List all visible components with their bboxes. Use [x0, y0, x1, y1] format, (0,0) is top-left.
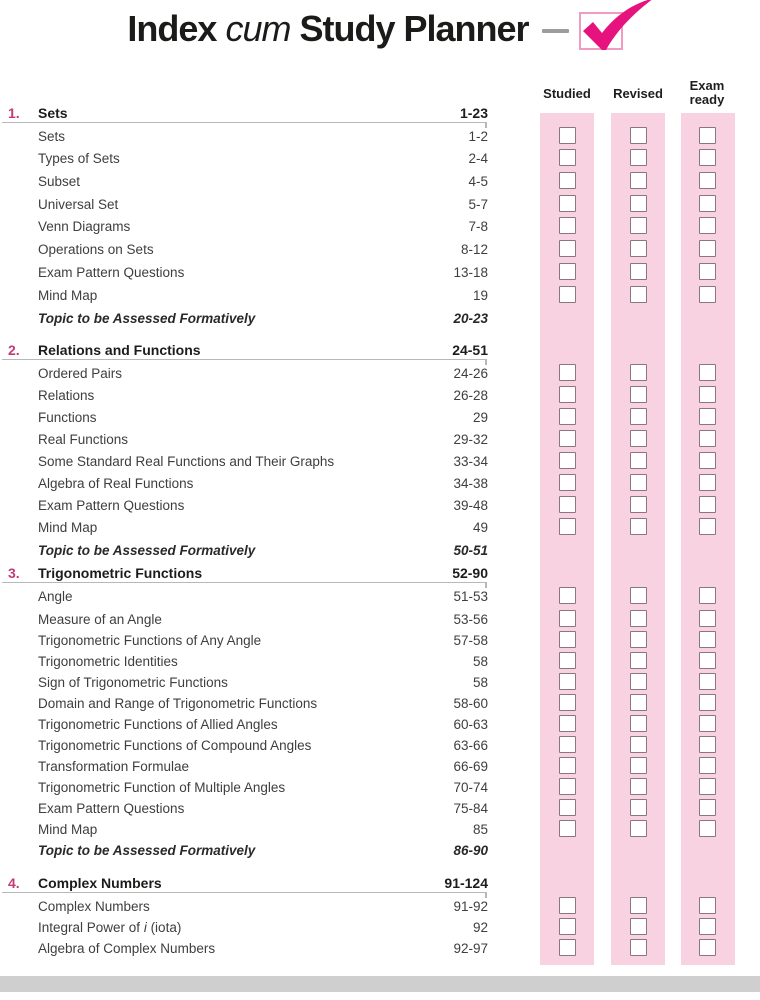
checkbox-studied[interactable] — [559, 631, 576, 648]
checkbox-studied[interactable] — [559, 127, 576, 144]
toc-row-pages: 29-32 — [453, 431, 488, 447]
toc-row-pages: 4-5 — [468, 173, 488, 189]
checkbox-exam-ready[interactable] — [699, 172, 716, 189]
toc-row — [38, 238, 488, 260]
toc-row-label: Topic to be Assessed Formatively — [38, 842, 256, 858]
checkbox-exam-ready[interactable] — [699, 757, 716, 774]
toc-row-pages: 5-7 — [468, 196, 488, 212]
toc-row — [38, 170, 488, 192]
toc-row-pages: 39-48 — [453, 497, 488, 513]
checkbox-exam-ready[interactable] — [699, 408, 716, 425]
checkbox-exam-ready[interactable] — [699, 715, 716, 732]
checkbox-revised[interactable] — [630, 408, 647, 425]
checkbox-revised[interactable] — [630, 240, 647, 257]
toc-row-label: Ordered Pairs — [38, 365, 123, 381]
toc-row-label: Algebra of Real Functions — [38, 475, 194, 491]
section-underline — [2, 122, 487, 123]
checkbox-exam-ready[interactable] — [699, 820, 716, 837]
checkbox-revised[interactable] — [630, 286, 647, 303]
checkbox-studied[interactable] — [559, 149, 576, 166]
checkbox-revised[interactable] — [630, 452, 647, 469]
toc-row-label: Operations on Sets — [38, 241, 154, 257]
checkbox-studied[interactable] — [559, 518, 576, 535]
toc-row — [38, 472, 488, 494]
title-word-cum: cum — [225, 8, 291, 49]
checkbox-studied[interactable] — [559, 286, 576, 303]
toc-row-label: Topic to be Assessed Formatively — [38, 310, 256, 326]
toc-row — [38, 671, 488, 693]
section-number: 1. — [8, 105, 20, 121]
toc-row-label: Universal Set — [38, 196, 119, 212]
checkbox-studied[interactable] — [559, 778, 576, 795]
toc-row-label: Real Functions — [38, 431, 129, 447]
toc-row-pages: 58 — [472, 653, 488, 669]
toc-row-pages: 8-12 — [460, 241, 488, 257]
checkbox-revised[interactable] — [630, 918, 647, 935]
toc-row-label: Exam Pattern Questions — [38, 497, 185, 513]
toc-row-label: Measure of an Angle — [38, 611, 162, 627]
checkbox-exam-ready[interactable] — [699, 217, 716, 234]
toc-row-pages: 20-23 — [453, 310, 488, 326]
toc-row-pages: 70-74 — [453, 779, 488, 795]
toc-row-label: Sets — [38, 128, 66, 144]
toc-row-label: Exam Pattern Questions — [38, 800, 185, 816]
checkbox-revised[interactable] — [630, 172, 647, 189]
checkbox-studied[interactable] — [559, 172, 576, 189]
column-header-exam-ready: Exam ready — [689, 78, 725, 107]
toc-row-pages: 34-38 — [453, 475, 488, 491]
toc-row — [38, 797, 488, 819]
toc-row — [38, 406, 488, 428]
toc-row-pages: 33-34 — [453, 453, 488, 469]
toc-row-pages: 91-92 — [453, 898, 488, 914]
toc-row — [38, 147, 488, 169]
checkbox-studied[interactable] — [559, 736, 576, 753]
toc-row — [38, 539, 488, 561]
toc-row — [38, 650, 488, 672]
toc-section-header — [38, 102, 488, 124]
toc-row-label: Integral Power of i (iota) — [38, 919, 182, 935]
checkbox-revised[interactable] — [630, 652, 647, 669]
page-title-text — [127, 8, 528, 50]
toc-row-label: Types of Sets — [38, 150, 120, 166]
checkbox-revised[interactable] — [630, 799, 647, 816]
toc-row-pages: 85 — [472, 821, 488, 837]
checkbox-exam-ready[interactable] — [699, 939, 716, 956]
checkbox-exam-ready[interactable] — [699, 195, 716, 212]
checkbox-studied[interactable] — [559, 897, 576, 914]
checkbox-studied[interactable] — [559, 610, 576, 627]
toc-row-pages: 29 — [472, 409, 488, 425]
checkbox-revised[interactable] — [630, 364, 647, 381]
toc-row-label: Functions — [38, 409, 97, 425]
checkbox-exam-ready[interactable] — [699, 897, 716, 914]
checkbox-exam-ready[interactable] — [699, 918, 716, 935]
checkbox-revised[interactable] — [630, 518, 647, 535]
checkbox-studied[interactable] — [559, 430, 576, 447]
checkbox-exam-ready[interactable] — [699, 430, 716, 447]
toc-row-pages: 66-69 — [453, 758, 488, 774]
toc-row-label: Angle — [38, 588, 73, 604]
toc-row-pages: 86-90 — [453, 842, 488, 858]
section-title: Relations and Functions — [38, 342, 201, 358]
toc-row-pages: 13-18 — [453, 264, 488, 280]
checkbox-studied[interactable] — [559, 694, 576, 711]
toc-row — [38, 428, 488, 450]
section-underline — [2, 892, 487, 893]
checkbox-revised[interactable] — [630, 386, 647, 403]
checkbox-exam-ready[interactable] — [699, 631, 716, 648]
toc-row — [38, 307, 488, 329]
section-pages: 1-23 — [459, 105, 488, 121]
toc-row — [38, 193, 488, 215]
section-title: Sets — [38, 105, 68, 121]
checkbox-studied[interactable] — [559, 757, 576, 774]
checkbox-studied[interactable] — [559, 474, 576, 491]
toc-row — [38, 755, 488, 777]
toc-row-pages: 51-53 — [453, 588, 488, 604]
toc-row-label: Relations — [38, 387, 95, 403]
toc-row — [38, 629, 488, 651]
title-word-study-planner: Study Planner — [299, 8, 529, 49]
toc-row-pages: 2-4 — [468, 150, 488, 166]
toc-row — [38, 776, 488, 798]
checkbox-exam-ready[interactable] — [699, 694, 716, 711]
checkbox-revised[interactable] — [630, 496, 647, 513]
toc-row-label: Topic to be Assessed Formatively — [38, 542, 256, 558]
toc-row — [38, 585, 488, 607]
toc-row-pages: 50-51 — [453, 542, 488, 558]
toc-row-pages: 26-28 — [453, 387, 488, 403]
checkbox-studied[interactable] — [559, 652, 576, 669]
checkbox-studied[interactable] — [559, 496, 576, 513]
checkbox-revised[interactable] — [630, 736, 647, 753]
checkbox-studied[interactable] — [559, 715, 576, 732]
checkbox-exam-ready[interactable] — [699, 496, 716, 513]
checkbox-exam-ready[interactable] — [699, 736, 716, 753]
checkbox-revised[interactable] — [630, 430, 647, 447]
column-header-studied: Studied — [543, 86, 591, 101]
checkbox-studied[interactable] — [559, 263, 576, 280]
title-dash — [542, 29, 569, 33]
checkbox-exam-ready[interactable] — [699, 652, 716, 669]
checkbox-revised[interactable] — [630, 149, 647, 166]
page-title — [0, 2, 760, 56]
toc-row — [38, 839, 488, 861]
checkbox-revised[interactable] — [630, 778, 647, 795]
toc-row-label: Mind Map — [38, 287, 98, 303]
toc-row-pages: 19 — [472, 287, 488, 303]
toc-row — [38, 384, 488, 406]
checkbox-exam-ready[interactable] — [699, 518, 716, 535]
toc-row — [38, 895, 488, 917]
checkbox-revised[interactable] — [630, 127, 647, 144]
toc-row — [38, 937, 488, 959]
checkbox-studied[interactable] — [559, 820, 576, 837]
toc-row — [38, 125, 488, 147]
section-pages: 52-90 — [452, 565, 488, 581]
toc-row-pages: 92-97 — [453, 940, 488, 956]
checkbox-revised[interactable] — [630, 631, 647, 648]
toc-row — [38, 362, 488, 384]
checkbox-exam-ready[interactable] — [699, 778, 716, 795]
toc-row — [38, 734, 488, 756]
column-header-revised: Revised — [613, 86, 663, 101]
toc-row-pages: 49 — [472, 519, 488, 535]
section-number: 4. — [8, 875, 20, 891]
toc-row-pages: 1-2 — [468, 128, 488, 144]
checkbox-revised[interactable] — [630, 820, 647, 837]
toc-row-pages: 57-58 — [453, 632, 488, 648]
checkbox-studied[interactable] — [559, 452, 576, 469]
section-pages: 91-124 — [444, 875, 488, 891]
checkbox-revised[interactable] — [630, 610, 647, 627]
toc-row — [38, 916, 488, 938]
toc-row-pages: 24-26 — [453, 365, 488, 381]
toc-row-label: Some Standard Real Functions and Their Graphs — [38, 453, 335, 469]
checkbox-exam-ready[interactable] — [699, 673, 716, 690]
toc-section-header — [38, 339, 488, 361]
checkmark-path — [583, 0, 654, 50]
section-underline — [2, 582, 487, 583]
checkbox-revised[interactable] — [630, 263, 647, 280]
checkbox-studied[interactable] — [559, 408, 576, 425]
checkmark-swoosh-icon — [576, 0, 656, 55]
checkbox-exam-ready[interactable] — [699, 240, 716, 257]
checkbox-revised[interactable] — [630, 474, 647, 491]
checkbox-exam-ready[interactable] — [699, 799, 716, 816]
toc-row-label: Sign of Trigonometric Functions — [38, 674, 228, 690]
toc-row — [38, 713, 488, 735]
section-pages: 24-51 — [452, 342, 488, 358]
checkbox-revised[interactable] — [630, 195, 647, 212]
toc-row — [38, 494, 488, 516]
toc-row — [38, 692, 488, 714]
checkbox-exam-ready[interactable] — [699, 452, 716, 469]
toc-row-label: Mind Map — [38, 519, 98, 535]
toc-row-pages: 60-63 — [453, 716, 488, 732]
checkbox-studied[interactable] — [559, 386, 576, 403]
toc-row-label: Algebra of Complex Numbers — [38, 940, 216, 956]
section-number: 2. — [8, 342, 20, 358]
checkbox-revised[interactable] — [630, 694, 647, 711]
toc-row-label: Trigonometric Functions of Any Angle — [38, 632, 262, 648]
toc-row — [38, 608, 488, 630]
checkbox-revised[interactable] — [630, 757, 647, 774]
checkbox-exam-ready[interactable] — [699, 263, 716, 280]
toc-section-header — [38, 562, 488, 584]
checkbox-revised[interactable] — [630, 673, 647, 690]
checkbox-studied[interactable] — [559, 673, 576, 690]
checkbox-exam-ready[interactable] — [699, 127, 716, 144]
toc-row-label: Trigonometric Identities — [38, 653, 178, 669]
toc-row — [38, 516, 488, 538]
toc-row-pages: 7-8 — [468, 218, 488, 234]
toc-row-pages: 58-60 — [453, 695, 488, 711]
toc-row-label: Trigonometric Function of Multiple Angles — [38, 779, 286, 795]
checkbox-studied[interactable] — [559, 195, 576, 212]
checkbox-studied[interactable] — [559, 217, 576, 234]
toc-row — [38, 215, 488, 237]
toc-row-label: Exam Pattern Questions — [38, 264, 185, 280]
toc-row — [38, 284, 488, 306]
section-title: Complex Numbers — [38, 875, 162, 891]
toc-row-label: Mind Map — [38, 821, 98, 837]
checkbox-revised[interactable] — [630, 217, 647, 234]
toc-row-pages: 53-56 — [453, 611, 488, 627]
checkbox-studied[interactable] — [559, 587, 576, 604]
checkbox-revised[interactable] — [630, 939, 647, 956]
toc-row-label: Domain and Range of Trigonometric Functions — [38, 695, 318, 711]
toc-row-pages: 63-66 — [453, 737, 488, 753]
checkbox-studied[interactable] — [559, 918, 576, 935]
toc-row-pages: 58 — [472, 674, 488, 690]
section-number: 3. — [8, 565, 20, 581]
checkbox-revised[interactable] — [630, 897, 647, 914]
toc-row-pages: 75-84 — [453, 800, 488, 816]
section-title: Trigonometric Functions — [38, 565, 203, 581]
title-word-index: Index — [127, 8, 217, 49]
checkbox-exam-ready[interactable] — [699, 610, 716, 627]
toc-row — [38, 818, 488, 840]
toc-row-label: Venn Diagrams — [38, 218, 131, 234]
checkmark-icon — [579, 12, 623, 50]
footer-bar — [0, 976, 760, 992]
toc-row — [38, 261, 488, 283]
toc-row-label: Trigonometric Functions of Allied Angles — [38, 716, 278, 732]
toc-row-pages: 92 — [472, 919, 488, 935]
toc-row — [38, 450, 488, 472]
checkbox-studied[interactable] — [559, 240, 576, 257]
checkbox-exam-ready[interactable] — [699, 286, 716, 303]
toc-row-label: Complex Numbers — [38, 898, 150, 914]
checkbox-studied[interactable] — [559, 799, 576, 816]
checkbox-exam-ready[interactable] — [699, 474, 716, 491]
checkbox-revised[interactable] — [630, 715, 647, 732]
toc-section-header — [38, 872, 488, 894]
section-underline — [2, 359, 487, 360]
checkbox-studied[interactable] — [559, 939, 576, 956]
toc-row-label: Transformation Formulae — [38, 758, 190, 774]
checkbox-revised[interactable] — [630, 587, 647, 604]
checkbox-exam-ready[interactable] — [699, 149, 716, 166]
toc-row-label: Trigonometric Functions of Compound Angles — [38, 737, 312, 753]
checkbox-exam-ready[interactable] — [699, 587, 716, 604]
toc-row-label: Subset — [38, 173, 81, 189]
checkbox-exam-ready[interactable] — [699, 364, 716, 381]
checkbox-studied[interactable] — [559, 364, 576, 381]
checkbox-exam-ready[interactable] — [699, 386, 716, 403]
